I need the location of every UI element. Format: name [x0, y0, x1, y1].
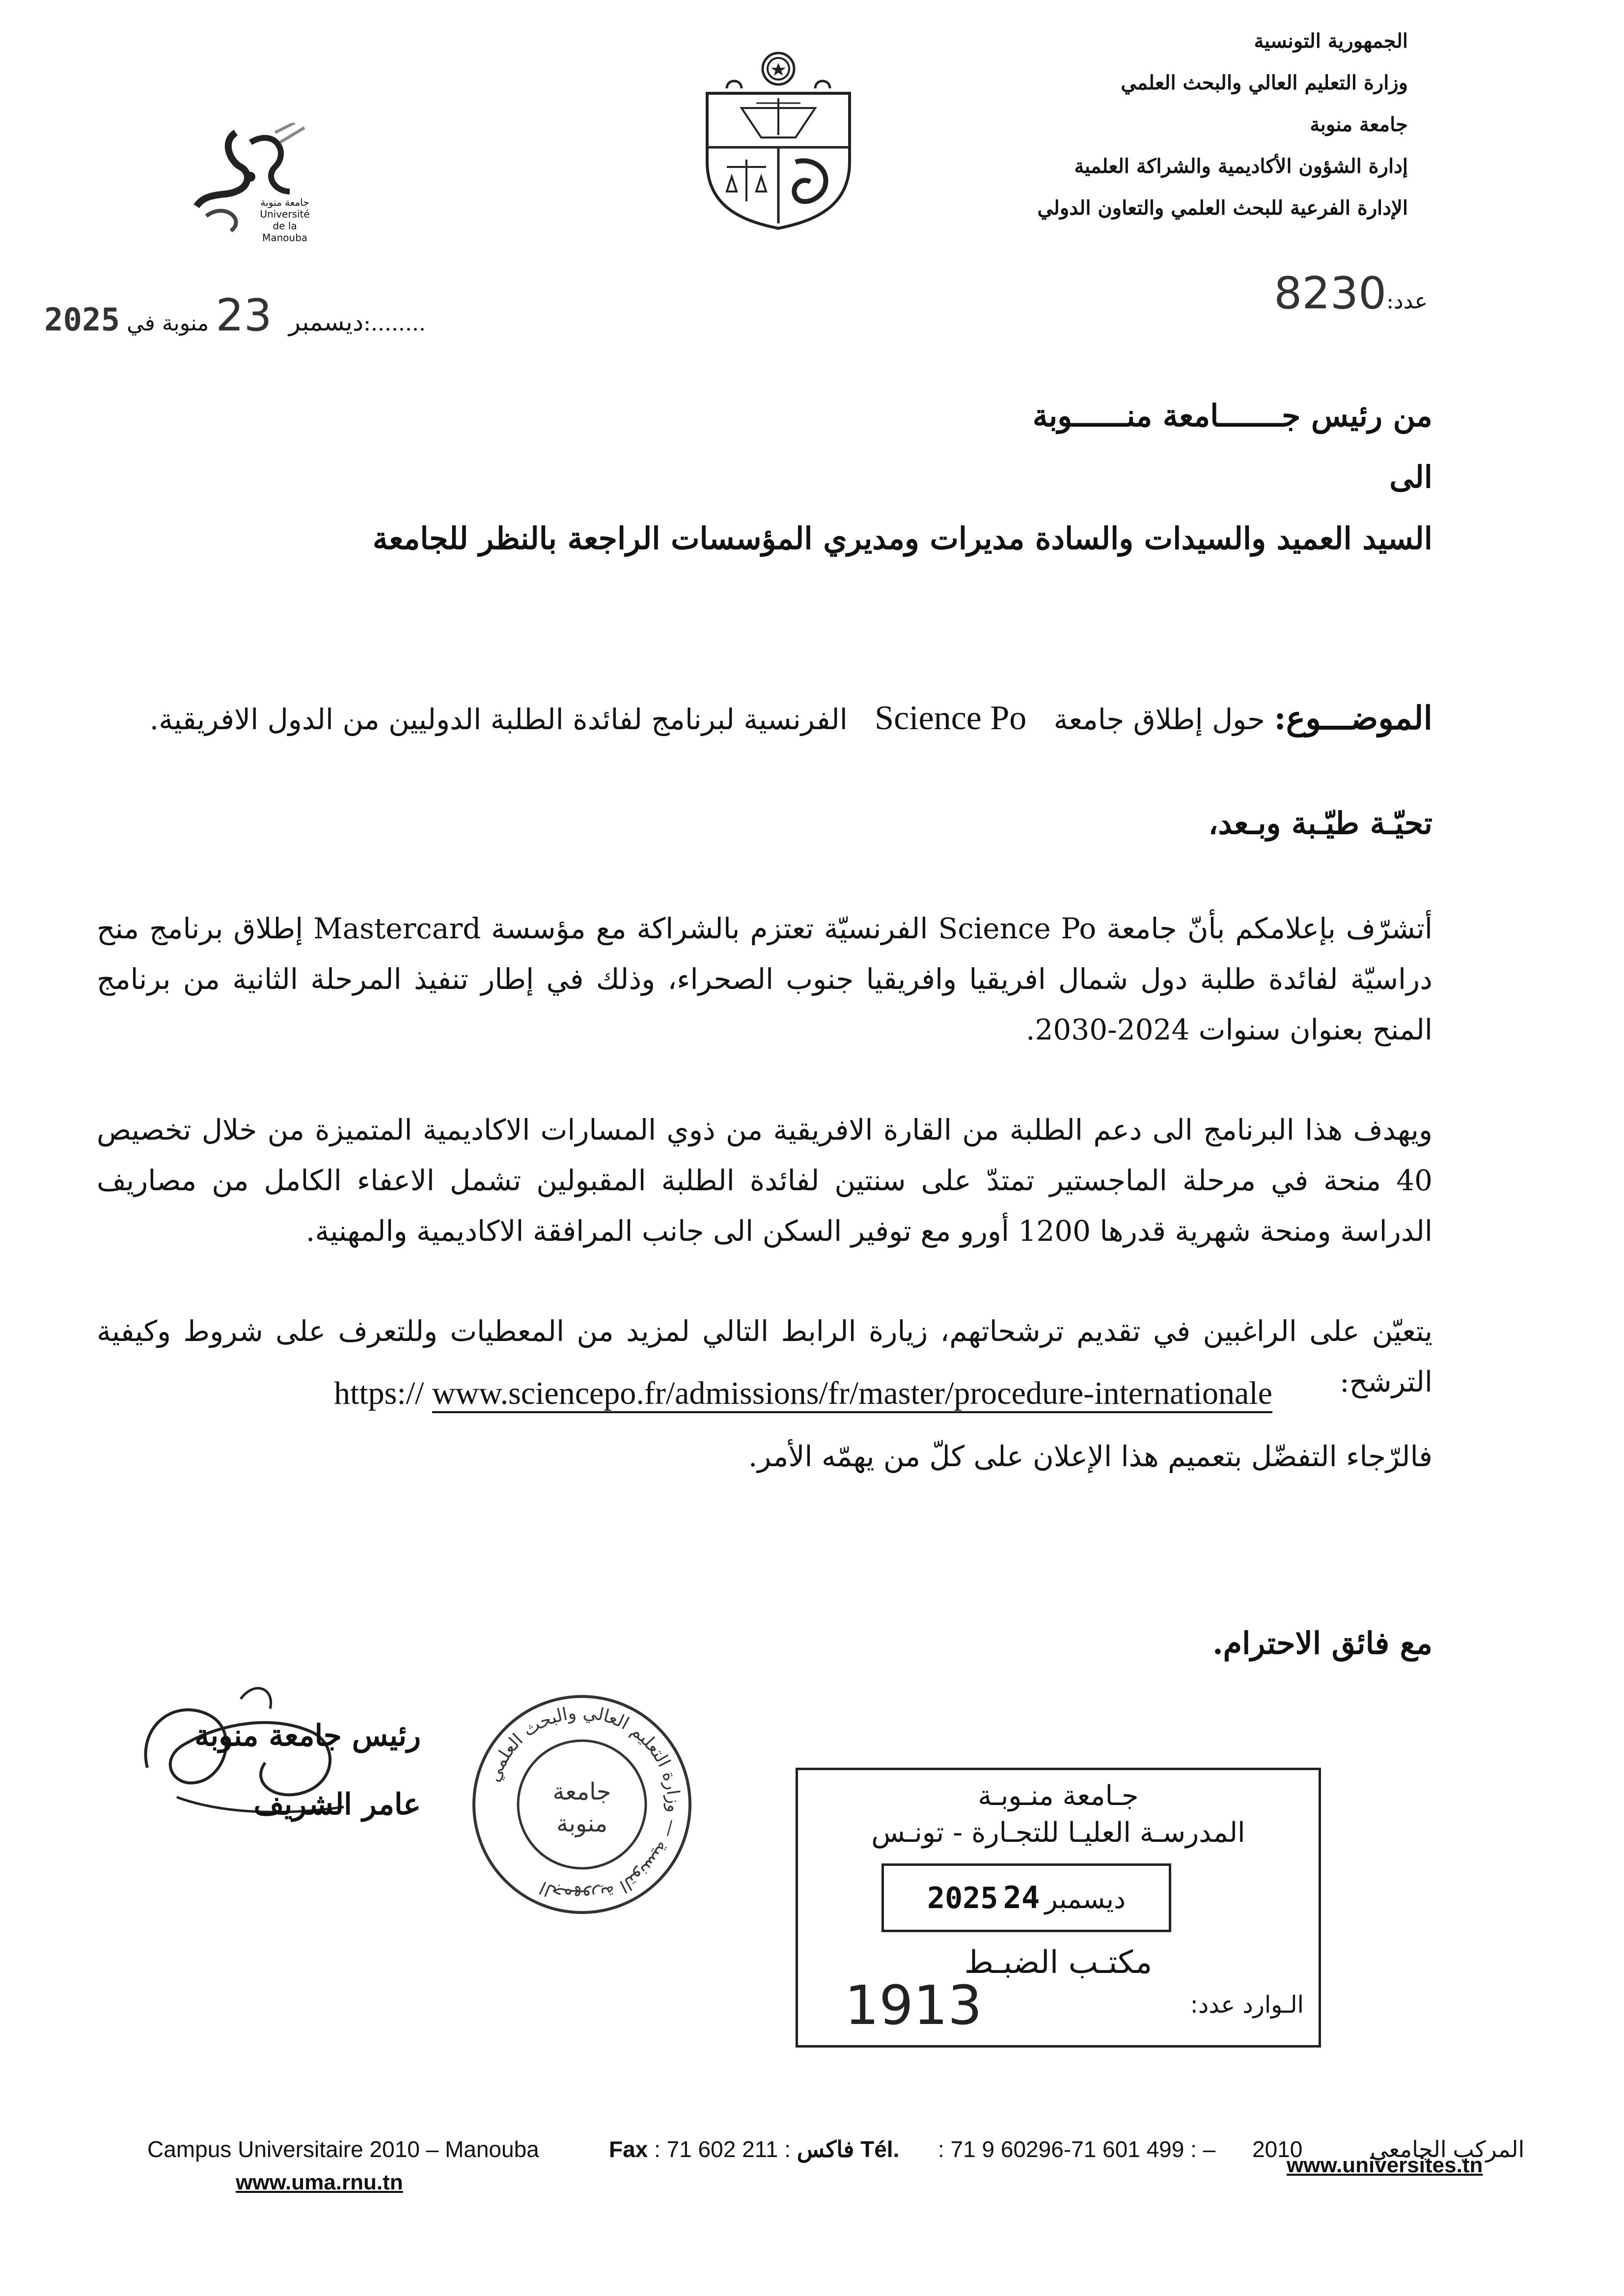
- footer-fax-ar: فاكس: [797, 2136, 854, 2162]
- round-stamp-center-2: منوبة: [556, 1810, 608, 1837]
- received-stamp-date: [881, 1863, 1171, 1932]
- date-line: [44, 290, 426, 341]
- received-date-day: 24: [1003, 1880, 1040, 1915]
- footer-fax: [609, 2136, 899, 2162]
- body-paragraph-2: ويهدف هذا البرنامج الى دعم الطلبة من القارة الافريقية من ذوي المسارات الاكاديمية المتميزة من خلال تخصيص 40 منحة في مرحلة الماجستير تمتدّ على سنتين لفائدة الطلبة المقبولين تشمل الاعفاء الكامل من مصاريف الدراسة ومنحة شهرية قدرها 1200 أورو مع توفير السكن الى جانب المرافقة الاكاديمية والمهنية.: [97, 1113, 1432, 1248]
- footer-web-right[interactable]: www.universites.tn: [1287, 2153, 1483, 2177]
- subject-text-before: حول إطلاق جامعة: [1053, 703, 1265, 736]
- received-stamp-office: مكتـب الضبـط: [964, 1944, 1153, 1981]
- subject-institution: Science Po: [875, 699, 1027, 737]
- date-stamp-month: ديسمبر: [288, 308, 364, 336]
- reference-line: [1274, 268, 1428, 319]
- received-incoming-label: الـوارد عدد:: [1190, 1991, 1304, 2019]
- received-date-month: ديسمبر: [1045, 1884, 1126, 1914]
- subject: [107, 697, 1432, 740]
- official-round-stamp: [467, 1689, 697, 1920]
- footer-tel: : 71 9 60296-71 601 499 : –: [938, 2136, 1216, 2162]
- header-subdirectorate: الإدارة الفرعية للبحث العلمي والتعاون الدولي: [1037, 196, 1408, 219]
- subject-text-after: الفرنسية لبرنامج لفائدة الطلبة الدوليين من الدول الافريقية.: [149, 703, 848, 736]
- received-stamp-school: المدرسـة العليـا للتجـارة - تونـس: [871, 1817, 1245, 1849]
- footer-web-left[interactable]: www.uma.rnu.tn: [236, 2170, 403, 2194]
- header-republic: الجمهورية التونسية: [1254, 29, 1408, 53]
- url-line: [334, 1375, 1272, 1412]
- reference-number: 8230: [1274, 268, 1387, 319]
- url-prefix: https://: [334, 1375, 424, 1411]
- greeting: تحيّـة طيّـبة وبـعد،: [1208, 805, 1432, 841]
- round-stamp-center-1: جامعة: [552, 1778, 611, 1805]
- footer-address-fr: Campus Universitaire 2010 – Manouba: [147, 2136, 539, 2162]
- received-incoming-number: 1913: [845, 1974, 982, 2037]
- application-link[interactable]: www.sciencepo.fr/admissions/fr/master/procedure-internationale: [432, 1375, 1272, 1413]
- address-to: السيد العميد والسيدات والسادة مديرات ومديري المؤسسات الراجعة بالنظر للجامعة: [372, 520, 1432, 556]
- received-date-year: 2025: [927, 1881, 998, 1915]
- round-stamp-ring-text: الجمهورية التونسية — وزارة التعليم العالي والبحث العلمي: [483, 1702, 684, 1907]
- body-paragraph-4: فالرّجاء التفضّل بتعميم هذا الإعلان على كلّ من يهمّه الأمر.: [748, 1440, 1432, 1473]
- footer-tel-label: Tél.: [860, 2136, 900, 2162]
- address-to-label: الى: [1389, 459, 1432, 495]
- footer-fax-number: : 71 602 211 :: [654, 2136, 791, 2162]
- footer-postal: 2010: [1252, 2136, 1303, 2162]
- header-ministry: وزارة التعليم العالي والبحث العلمي: [1121, 71, 1408, 94]
- address-from: من رئيس جـــــــامعة منــــــوبة: [1032, 398, 1432, 434]
- signature-name: عامر الشريف: [253, 1787, 421, 1822]
- header-university: جامعة منوبة: [1310, 113, 1408, 136]
- date-stamp-year: 2025: [44, 302, 120, 338]
- received-stamp-university: جـامعة منـوبـة: [978, 1780, 1139, 1812]
- closing: مع فائق الاحترام.: [1212, 1625, 1432, 1661]
- body-paragraph-1: أتشرّف بإعلامكم بأنّ جامعة Science Po الفرنسيّة تعتزم بالشراكة مع مؤسسة Mastercard إطلاق برنامج منح دراسيّة لفائدة طلبة دول شمال افريقيا وافريقيا جنوب الصحراء، وذلك في إطار تنفيذ المرحلة الثانية من برنامج المنح بعنوان سنوات 2024-2030.: [97, 912, 1432, 1046]
- date-stamp-day: 23: [216, 290, 272, 341]
- body-paragraph-3: يتعيّن على الراغبين في تقديم ترشحاتهم، زيارة الرابط التالي لمزيد من المعطيات وللتعرف على شروط وكيفية الترشح:: [97, 1314, 1432, 1398]
- footer-address-ar: المركب الجامعي: [1370, 2136, 1525, 2162]
- tunisia-coat-of-arms: [697, 49, 859, 231]
- footer-fax-label: Fax: [609, 2136, 648, 2162]
- received-stamp: [796, 1768, 1321, 2048]
- subject-label: الموضـــوع:: [1274, 699, 1432, 737]
- signature-title: رئيس جامعة منوبة: [194, 1719, 421, 1753]
- date-label: منوبة في:........: [127, 311, 426, 336]
- university-logo-caption: جامعة منوبة Université de la Manouba: [260, 196, 310, 244]
- reference-label: عدد:: [1386, 289, 1428, 314]
- header-directorate: إدارة الشؤون الأكاديمية والشراكة العلمية: [1074, 155, 1408, 178]
